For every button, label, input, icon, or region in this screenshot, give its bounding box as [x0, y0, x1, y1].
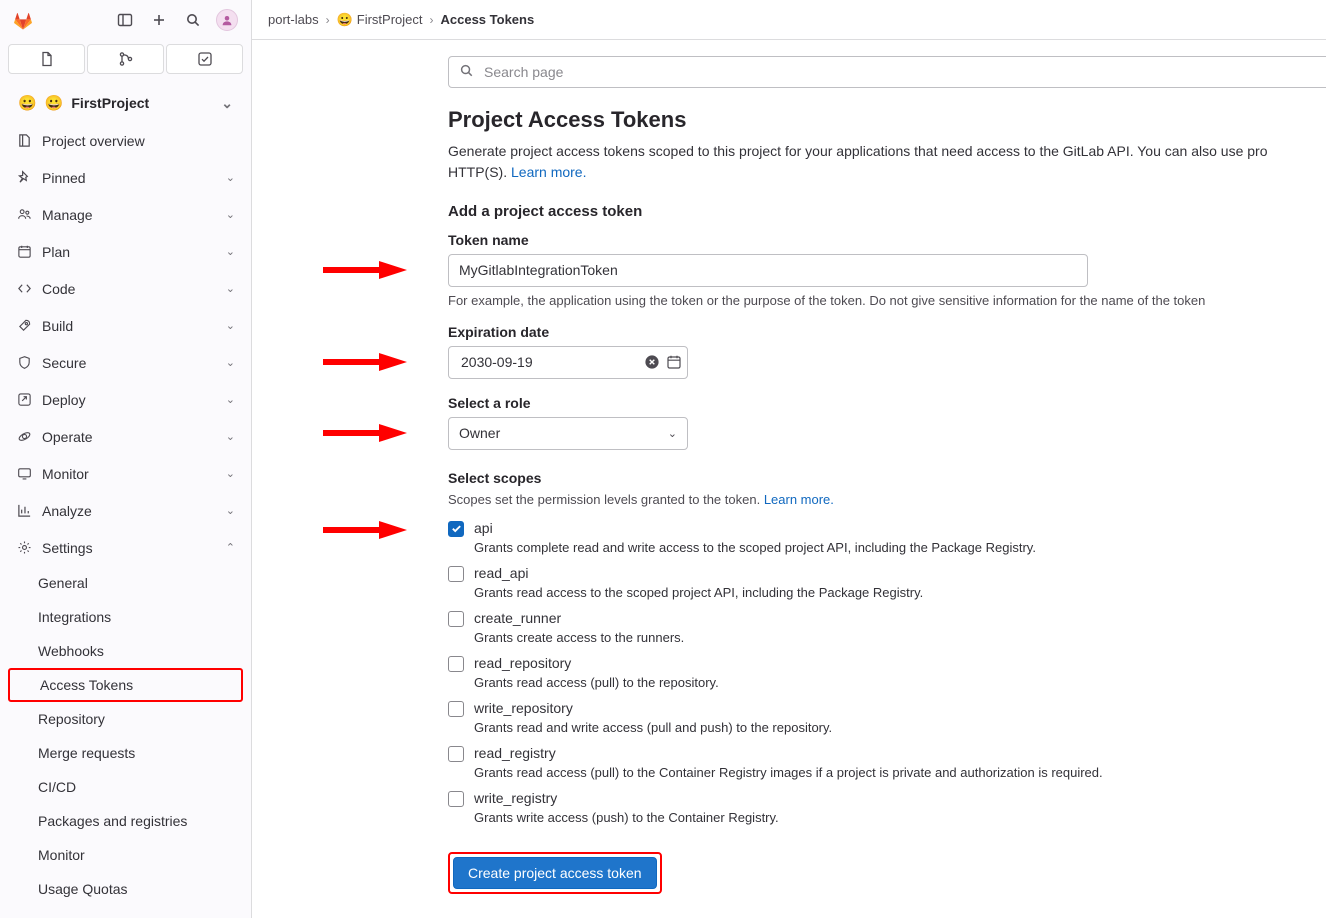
scope-description: Grants read access to the scoped project API, including the Package Registry. — [474, 584, 924, 600]
search-page-box[interactable] — [448, 56, 1326, 88]
role-field-group — [448, 395, 1326, 450]
expiration-date-input-wrap[interactable] — [448, 346, 688, 379]
chevron-down-icon: ⌄ — [225, 357, 235, 369]
sidebar-item-label: Project overview — [42, 132, 145, 149]
chevron-down-icon: ⌄ — [221, 94, 233, 111]
token-name-hint: For example, the application using the token or the purpose of the token. Do not give sensitive information for the name of the token — [448, 292, 1206, 308]
rocket-icon — [16, 318, 32, 334]
scope-write-repository[interactable] — [448, 699, 1326, 717]
annotation-arrow-role — [323, 422, 409, 444]
sidebar-subitem-general[interactable] — [8, 566, 243, 600]
page-content — [252, 40, 1326, 918]
sidebar-item-label: Code — [42, 280, 76, 297]
role-select[interactable] — [448, 417, 688, 450]
learn-more-link[interactable]: Learn more. — [511, 163, 587, 180]
sidebar-item-label: Settings — [42, 539, 93, 556]
chevron-down-icon: ⌄ — [225, 468, 235, 480]
sidebar-item-project-overview[interactable] — [8, 122, 243, 159]
search-icon[interactable] — [179, 6, 207, 34]
role-select-value: Owner — [459, 425, 501, 442]
scope-read-registry[interactable] — [448, 744, 1326, 762]
token-name-label: Token name — [448, 231, 529, 248]
chevron-down-icon: ⌄ — [225, 172, 235, 184]
scope-description: Grants complete read and write access to the scoped project API, including the Package Registry. — [474, 539, 1036, 555]
breadcrumb-separator: › — [325, 12, 330, 27]
checkbox-read-registry[interactable] — [448, 746, 464, 762]
sidebar-subitem-monitor[interactable] — [8, 838, 243, 872]
page-description — [448, 141, 1326, 183]
toggle-sidebar-icon[interactable] — [111, 6, 139, 34]
chevron-down-icon: ⌄ — [225, 431, 235, 443]
monitor-icon — [16, 466, 32, 482]
sidebar-item-manage[interactable] — [8, 196, 243, 233]
issues-tab[interactable] — [8, 44, 85, 74]
sidebar-subitem-repository[interactable] — [8, 702, 243, 736]
sidebar-project-switcher[interactable] — [8, 86, 243, 120]
sidebar-subitem-packages-and-registries[interactable] — [8, 804, 243, 838]
sidebar-item-label: Pinned — [42, 169, 86, 186]
chevron-down-icon: ⌄ — [225, 505, 235, 517]
sidebar-item-code[interactable] — [8, 270, 243, 307]
sidebar-subitem-webhooks[interactable] — [8, 634, 243, 668]
annotation-arrow-token-name — [323, 259, 409, 281]
annotation-arrow-api-scope — [323, 519, 409, 541]
gear-icon — [16, 540, 32, 556]
scope-name: api — [474, 519, 493, 536]
analytics-icon — [16, 503, 32, 519]
create-token-highlight — [448, 852, 662, 894]
checkbox-write-registry[interactable] — [448, 791, 464, 807]
sidebar-item-pinned[interactable] — [8, 159, 243, 196]
sidebar-item-label: Build — [42, 317, 74, 334]
search-icon — [459, 63, 474, 81]
sidebar-item-analyze[interactable] — [8, 492, 243, 529]
expiration-date-label: Expiration date — [448, 323, 550, 340]
token-name-row — [448, 254, 1326, 287]
sidebar-item-deploy[interactable] — [8, 381, 243, 418]
breadcrumb-separator: › — [429, 12, 434, 27]
project-emoji-icon-2: 😀 — [44, 95, 64, 112]
scope-create-runner[interactable] — [448, 609, 1326, 627]
gitlab-logo-icon[interactable] — [10, 7, 36, 33]
project-emoji-icon: 😀 — [18, 95, 37, 112]
calendar-icon — [16, 244, 32, 260]
sidebar-subitem-label: Packages and registries — [38, 813, 188, 829]
user-avatar[interactable] — [213, 6, 241, 34]
select-scopes-label: Select scopes — [448, 469, 542, 486]
new-item-icon[interactable] — [145, 6, 173, 34]
sidebar-subitem-label: Webhooks — [38, 643, 104, 659]
chevron-down-icon: ⌄ — [225, 283, 235, 295]
sidebar-item-label: Manage — [42, 206, 93, 223]
breadcrumb-project-label: FirstProject — [356, 12, 423, 27]
sidebar-item-secure[interactable] — [8, 344, 243, 381]
scopes-group — [448, 470, 1326, 894]
sidebar-item-label: Deploy — [42, 391, 86, 408]
scope-row-api — [448, 519, 1326, 537]
clear-icon[interactable] — [644, 353, 660, 371]
sidebar-subitem-label: CI/CD — [38, 779, 77, 795]
avatar — [216, 9, 238, 31]
scopes-list — [448, 519, 1326, 827]
sidebar-item-label: Plan — [42, 243, 71, 260]
token-name-input[interactable] — [448, 254, 1088, 287]
sidebar-project-name: FirstProject — [71, 95, 150, 111]
chevron-down-icon: ⌄ — [225, 394, 235, 406]
sidebar-item-label: Operate — [42, 428, 93, 445]
sidebar-subitem-label: Usage Quotas — [38, 881, 128, 897]
sidebar-subitem-usage-quotas[interactable] — [8, 872, 243, 906]
sidebar-quick-tabs — [0, 40, 251, 82]
scope-name: write_repository — [474, 699, 573, 716]
scope-write-registry[interactable] — [448, 789, 1326, 807]
calendar-icon[interactable] — [666, 353, 682, 371]
checkbox-write-repository[interactable] — [448, 701, 464, 717]
search-input[interactable] — [482, 63, 1326, 81]
scope-read-repository[interactable] — [448, 654, 1326, 672]
chevron-down-icon: ⌄ — [225, 209, 235, 221]
checkbox-read-repository[interactable] — [448, 656, 464, 672]
checkbox-create-runner[interactable] — [448, 611, 464, 627]
scope-read-api[interactable] — [448, 564, 1326, 582]
sidebar — [0, 0, 252, 918]
pin-icon — [16, 170, 32, 186]
create-project-access-token-button[interactable]: Create project access token — [453, 857, 657, 889]
scope-api[interactable] — [448, 519, 1326, 537]
sidebar-subitem-label: Monitor — [38, 847, 85, 863]
sidebar-subitem-label: Repository — [38, 711, 105, 727]
scope-name: write_registry — [474, 789, 558, 806]
main-area — [252, 0, 1326, 918]
sidebar-subitem-access-tokens[interactable] — [8, 668, 243, 702]
scope-description: Grants read access (pull) to the Container Registry images if a project is private and authorization is required. — [474, 764, 1103, 780]
expiration-date-row — [448, 346, 1326, 379]
chevron-down-icon: ⌄ — [225, 246, 235, 258]
breadcrumb-group[interactable]: port-labs — [268, 12, 319, 27]
project-icon — [16, 133, 32, 149]
token-name-field-group — [448, 232, 1326, 308]
access-tokens-panel — [252, 106, 1326, 894]
sidebar-subitem-label: Access Tokens — [40, 677, 134, 693]
sidebar-item-operate[interactable] — [8, 418, 243, 455]
sidebar-subitem-label: Integrations — [38, 609, 112, 625]
sidebar-subitem-label: General — [38, 575, 88, 591]
project-emoji-icon: 😀 — [336, 11, 353, 27]
scopes-learn-more-link[interactable]: Learn more. — [763, 491, 834, 507]
scope-name: read_repository — [474, 654, 572, 671]
scope-name: create_runner — [474, 609, 562, 626]
sidebar-item-label: Analyze — [42, 502, 92, 519]
sidebar-nav — [0, 122, 251, 918]
deploy-icon — [16, 392, 32, 408]
sidebar-top-bar — [0, 0, 251, 40]
checkbox-read-api[interactable] — [448, 566, 464, 582]
search-page-wrap — [252, 56, 1326, 88]
checkbox-api[interactable] — [448, 521, 464, 537]
sidebar-item-build[interactable] — [8, 307, 243, 344]
sidebar-item-monitor[interactable] — [8, 455, 243, 492]
scope-description: Grants read access (pull) to the repository. — [474, 674, 719, 690]
sidebar-item-label: Secure — [42, 354, 87, 371]
sidebar-subitem-cicd[interactable] — [8, 770, 243, 804]
sidebar-subitem-merge-requests[interactable] — [8, 736, 243, 770]
scope-description: Grants read and write access (pull and push) to the repository. — [474, 719, 833, 735]
operate-icon — [16, 429, 32, 445]
sidebar-subitem-label: Merge requests — [38, 745, 136, 761]
merge-requests-tab[interactable] — [87, 44, 164, 74]
users-icon — [16, 207, 32, 223]
breadcrumb-project[interactable] — [337, 12, 423, 28]
code-icon — [16, 281, 32, 297]
sidebar-item-label: Monitor — [42, 465, 89, 482]
chevron-down-icon: ⌄ — [225, 320, 235, 332]
scope-name: read_api — [474, 564, 529, 581]
scopes-description — [448, 492, 1326, 507]
scope-description: Grants create access to the runners. — [474, 629, 685, 645]
add-token-section-title: Add a project access token — [448, 202, 643, 220]
select-role-label: Select a role — [448, 394, 531, 411]
todos-tab[interactable] — [166, 44, 243, 74]
page-description-text: Generate project access tokens scoped to this project for your applications that need access to the GitLab API. You can also use pro — [448, 142, 1268, 159]
chevron-down-icon: ⌄ — [667, 427, 677, 440]
scope-name: read_registry — [474, 744, 556, 761]
shield-icon — [16, 355, 32, 371]
breadcrumb-current: Access Tokens — [440, 12, 535, 27]
sidebar-subitem-integrations[interactable] — [8, 600, 243, 634]
scopes-description-text: Scopes set the permission levels granted to the token. — [448, 491, 761, 507]
page-description-text-2: HTTP(S). — [448, 163, 508, 180]
role-row — [448, 417, 1326, 450]
annotation-arrow-expiration — [323, 351, 409, 373]
scope-description: Grants write access (push) to the Container Registry. — [474, 809, 779, 825]
page-title: Project Access Tokens — [448, 107, 687, 132]
breadcrumb — [252, 0, 1326, 40]
expiration-date-input[interactable] — [459, 353, 644, 371]
expiration-field-group — [448, 324, 1326, 379]
chevron-up-icon: ⌃ — [225, 542, 235, 554]
sidebar-item-plan[interactable] — [8, 233, 243, 270]
sidebar-item-settings[interactable] — [8, 529, 243, 566]
